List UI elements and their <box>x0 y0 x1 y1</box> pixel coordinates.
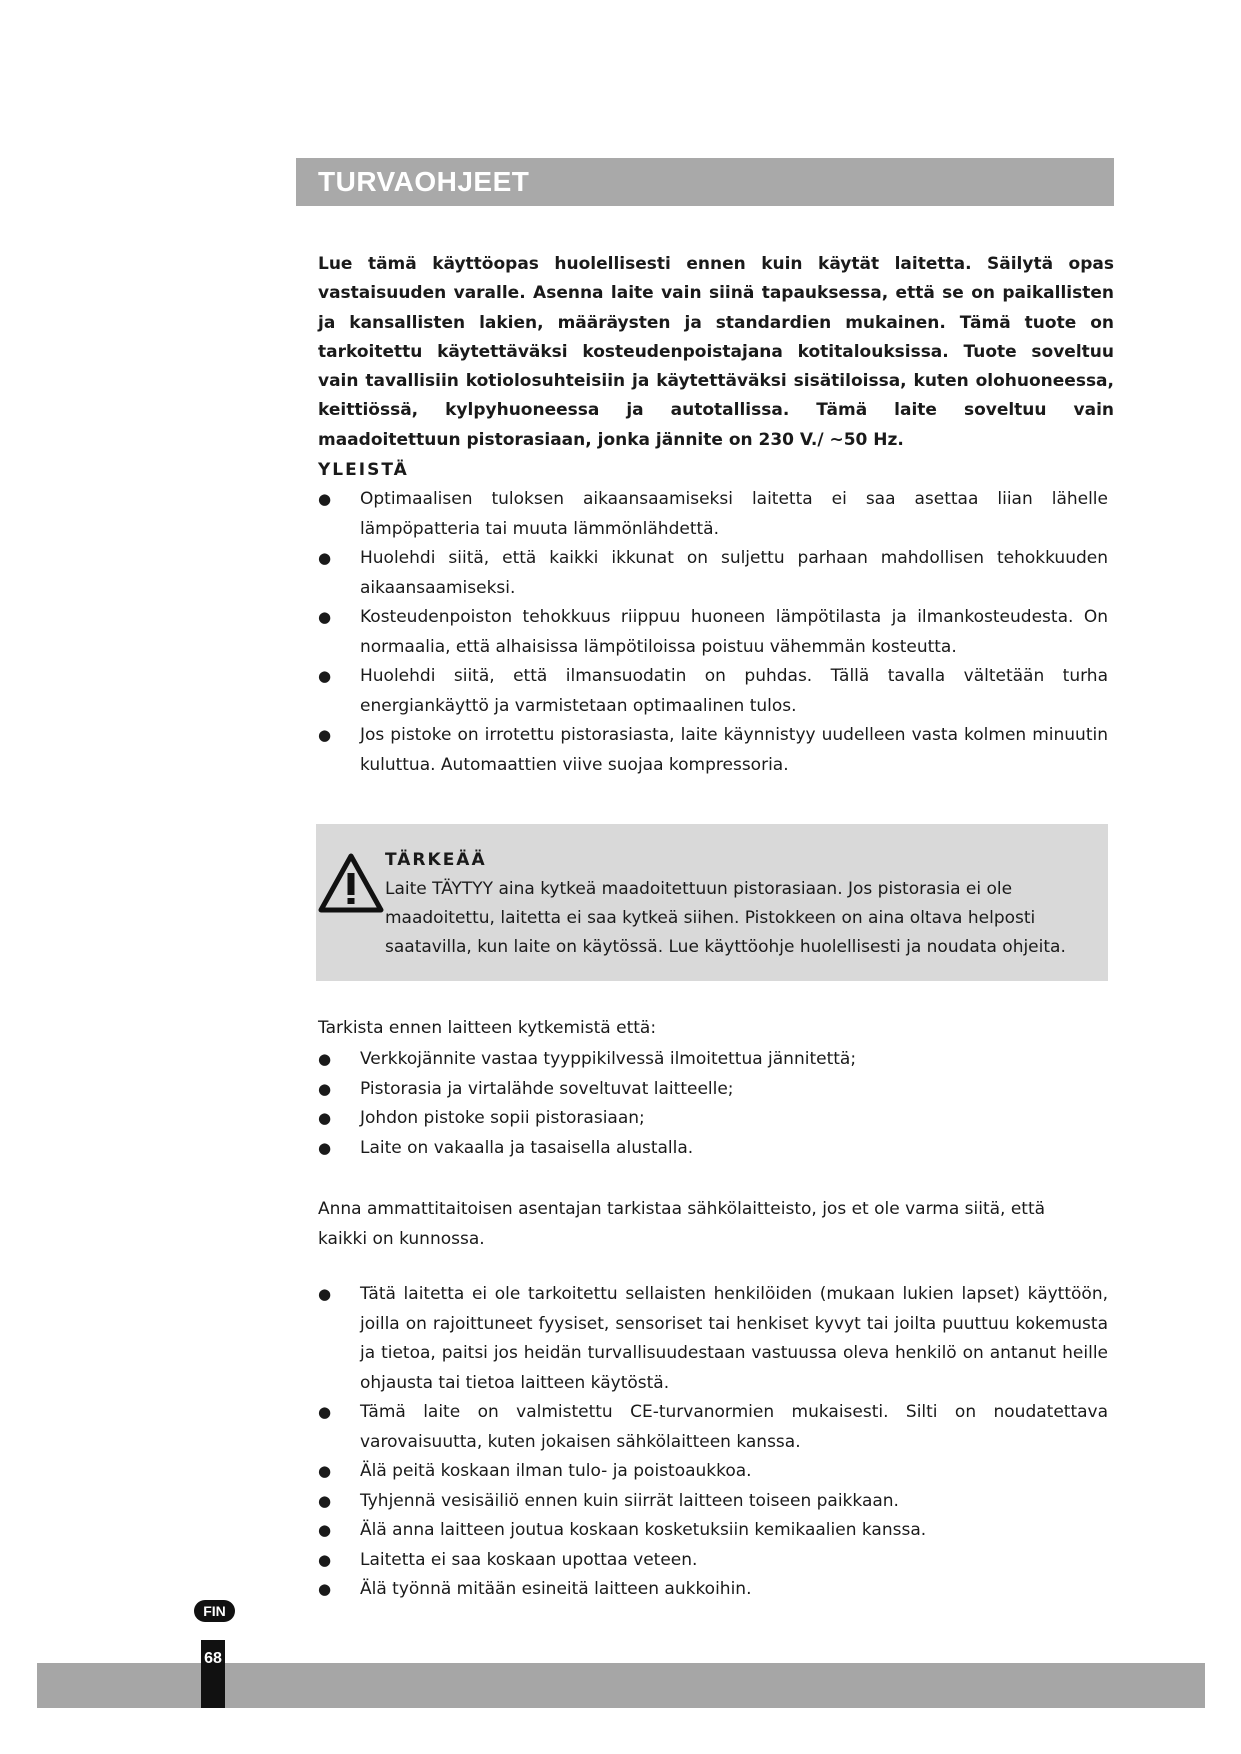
bullet-icon: ● <box>318 1491 332 1510</box>
warning-content <box>385 846 1085 962</box>
safety-list <box>318 1280 1108 1605</box>
check-intro: Tarkista ennen laitteen kytkemistä että: <box>318 1018 657 1038</box>
warning-triangle-icon <box>318 853 384 913</box>
page-title: TURVAOHJEET <box>318 166 530 197</box>
advice-section <box>318 1194 1098 1254</box>
bullet-icon: ● <box>318 1138 332 1157</box>
list-item: ● Pistorasia ja virtalähde soveltuvat laitteelle; <box>318 1075 1108 1105</box>
bullet-icon: ● <box>318 1521 332 1539</box>
list-item: ● Huolehdi siitä, että kaikki ikkunat on suljettu parhaan mahdollisen tehokkuuden aikaansaamiseksi. <box>318 544 1108 603</box>
bullet-icon: ● <box>318 1285 332 1303</box>
warning-text: Laite TÄYTYY aina kytkeä maadoitettuun pistorasiaan. Jos pistorasia ei ole maadoitettu, laitetta ei saa kytkeä siihen. Pistokkeen on aina oltava helposti saatavilla, kun laite on käytössä. Lue käyttöohje huolellisesti ja noudata ohjeita. <box>385 879 1066 957</box>
bullet-icon: ● <box>318 1050 332 1068</box>
list-item: ● Älä työnnä mitään esineitä laitteen aukkoihin. <box>318 1575 1108 1605</box>
intro-section <box>318 250 1114 455</box>
bullet-icon: ● <box>318 1403 332 1421</box>
bullet-icon: ● <box>318 1109 332 1127</box>
bullet-icon: ● <box>318 667 332 685</box>
list-item: ● Verkkojännite vastaa tyyppikilvessä ilmoitettua jännitettä; <box>318 1045 1108 1075</box>
list-item: ● Laitetta ei saa koskaan upottaa veteen. <box>318 1546 1108 1576</box>
list-item: ● Tyhjennä vesisäiliö ennen kuin siirrät laitteen toiseen paikkaan. <box>318 1487 1108 1517</box>
list-item: ● Optimaalisen tuloksen aikaansaamiseksi laitetta ei saa asettaa liian lähelle lämpöpatteria tai muuta lämmönlähdettä. <box>318 485 1108 544</box>
title-bar <box>296 158 1114 206</box>
list-item: ● Huolehdi siitä, että ilmansuodatin on puhdas. Tällä tavalla vältetään turha energiankäyttö ja varmistetaan optimaalinen tulos. <box>318 662 1108 721</box>
list-item: ● Älä anna laitteen joutua koskaan kosketuksiin kemikaalien kanssa. <box>318 1516 1108 1546</box>
bullet-icon: ● <box>318 608 332 626</box>
bullet-icon: ● <box>318 1550 332 1569</box>
page-number: 68 <box>201 1640 225 1708</box>
bullet-icon: ● <box>318 1462 332 1480</box>
check-list <box>318 1045 1108 1163</box>
warning-heading: TÄRKEÄÄ <box>385 850 487 870</box>
list-item: ● Jos pistoke on irrotettu pistorasiasta, laite käynnistyy uudelleen vasta kolmen minuutin kuluttua. Automaattien viive suojaa kompressoria. <box>318 721 1108 780</box>
bullet-icon: ● <box>318 1079 332 1098</box>
list-item: ● Tätä laitetta ei ole tarkoitettu sellaisten henkilöiden (mukaan lukien lapset) käyttöön, joilla on rajoittuneet fyysiset, sensoriset tai henkiset kyvyt tai joilta puuttuu kokemusta ja tietoa, paitsi jos heidän turvallisuudestaan vastuussa oleva henkilö on antanut heille ohjausta tai tietoa laitteen käytöstä. <box>318 1280 1108 1398</box>
general-list <box>318 485 1108 780</box>
intro-paragraph: Lue tämä käyttöopas huolellisesti ennen kuin käytät laitetta. Säilytä opas vastaisuuden varalle. Asenna laite vain siinä tapauksessa, että se on paikallisten ja kansallisten lakien, määräysten ja standardien mukainen. Tämä tuote on tarkoitettu käytettäväksi kosteudenpoistajana kotitalouksissa. Tuote soveltuu vain tavallisiin kotiolosuhteisiin ja käytettäväksi sisätiloissa, kuten olohuoneessa, keittiössä, kylpyhuoneessa ja autotallissa. Tämä laite soveltuu vain maadoitettuun pistorasiaan, jonka jännite on 230 V./ ~50 Hz. <box>318 254 1114 450</box>
bullet-icon: ● <box>318 726 332 744</box>
list-item: ● Kosteudenpoiston tehokkuus riippuu huoneen lämpötilasta ja ilmankosteudesta. On normaalia, että alhaisissa lämpötiloissa poistuu vähemmän kosteutta. <box>318 603 1108 662</box>
bullet-icon: ● <box>318 549 332 567</box>
language-badge: FIN <box>194 1600 235 1622</box>
advice-paragraph: Anna ammattitaitoisen asentajan tarkistaa sähkölaitteisto, jos et ole varma siitä, että kaikki on kunnossa. <box>318 1199 1046 1249</box>
list-item: ● Johdon pistoke sopii pistorasiaan; <box>318 1104 1108 1134</box>
list-item: ● Tämä laite on valmistettu CE-turvanormien mukaisesti. Silti on noudatettava varovaisuutta, kuten jokaisen sähkölaitteen kanssa. <box>318 1398 1108 1457</box>
general-heading: YLEISTÄ <box>318 460 409 480</box>
list-item: ● Laite on vakaalla ja tasaisella alustalla. <box>318 1134 1108 1164</box>
list-item: ● Älä peitä koskaan ilman tulo- ja poistoaukkoa. <box>318 1457 1108 1487</box>
bullet-icon: ● <box>318 1580 332 1598</box>
bullet-icon: ● <box>318 490 332 508</box>
